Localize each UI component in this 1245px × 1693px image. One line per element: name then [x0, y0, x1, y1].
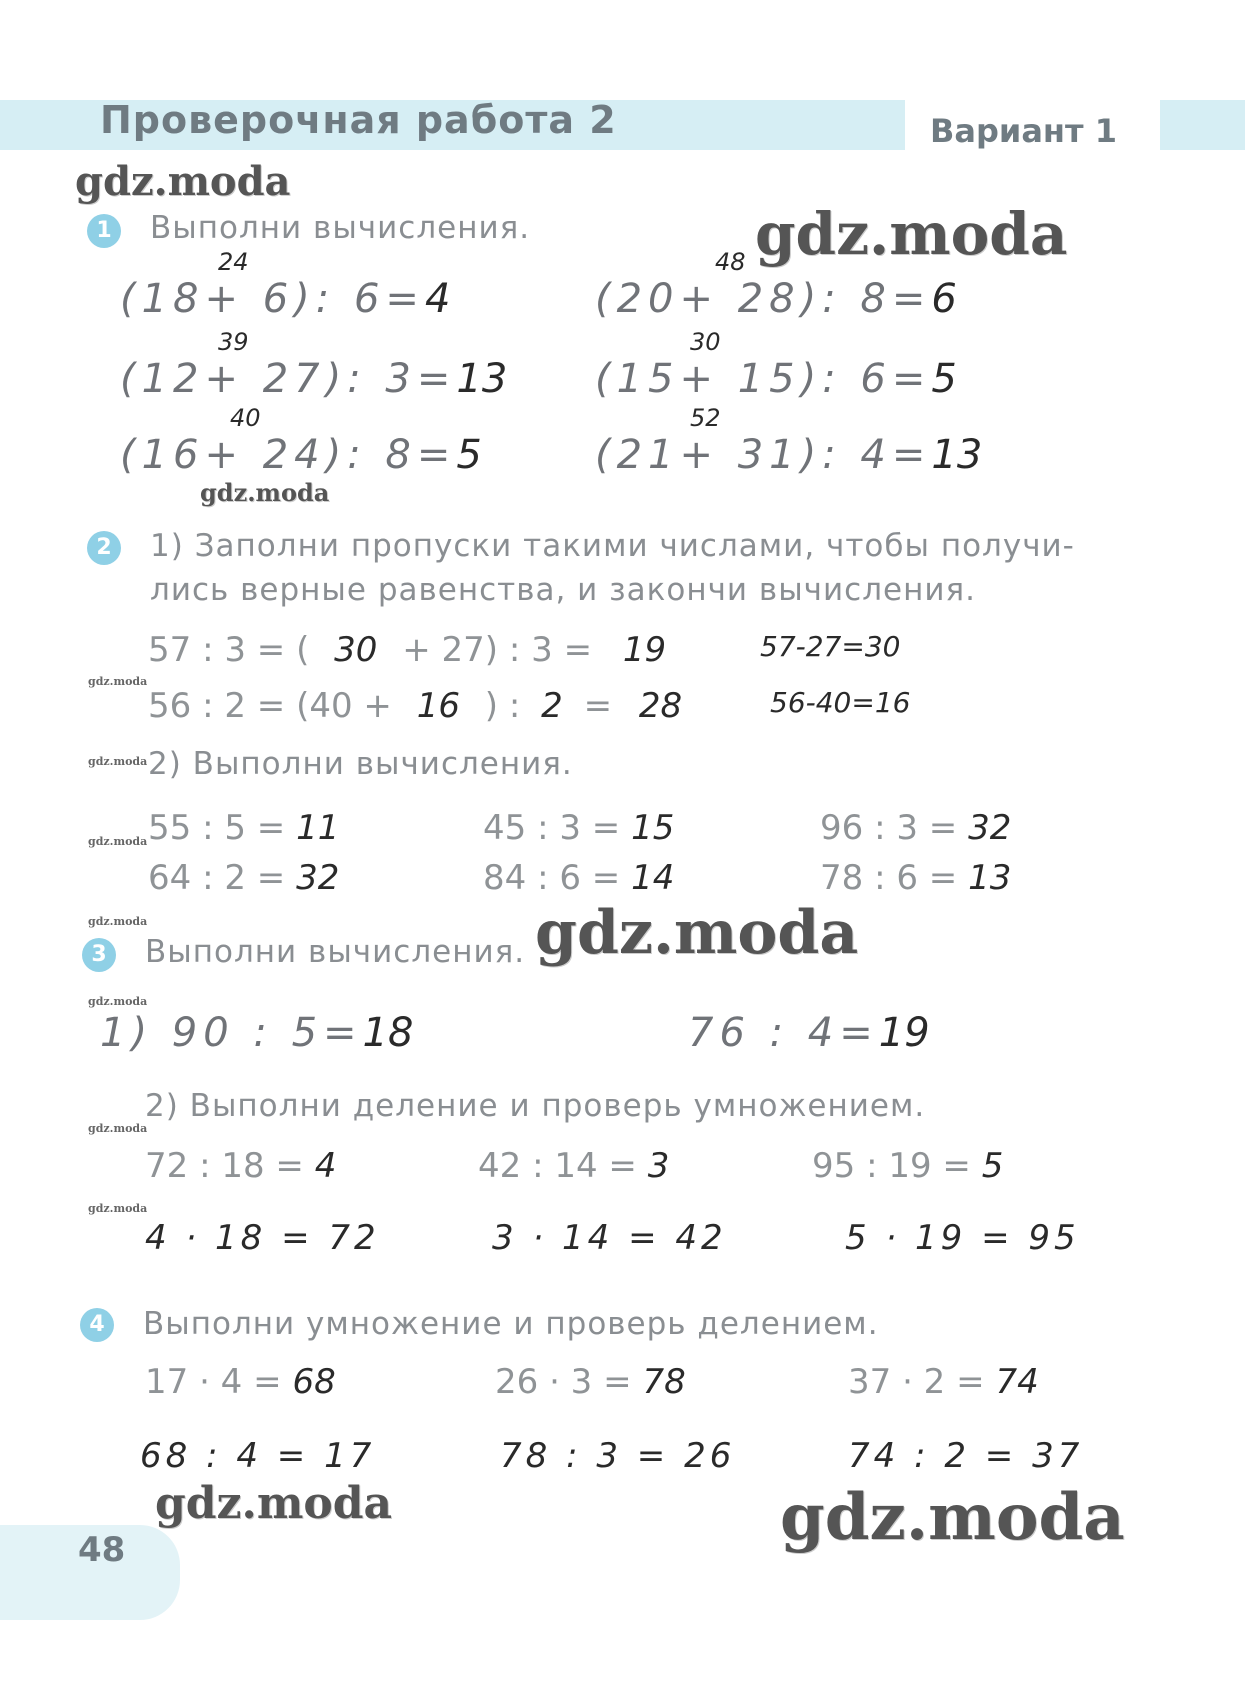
equation-line: [148, 686, 682, 726]
answer: 6: [931, 276, 957, 322]
watermark: gdz.moda: [200, 478, 330, 507]
answer: 19: [878, 1010, 930, 1056]
expression: 37 · 2 =: [848, 1362, 985, 1402]
answer: 14: [631, 858, 675, 898]
expression-row: [120, 432, 482, 478]
watermark-small: gdz.moda: [88, 675, 148, 688]
expression: 78 : 6 =: [820, 858, 958, 898]
expression: (20+ 28): 8=: [595, 276, 932, 322]
answer: 5: [456, 432, 482, 478]
task-number-badge: 1: [87, 214, 121, 248]
check-calculation: 78 : 3 = 26: [500, 1436, 736, 1476]
check-calculation: 5 · 19 = 95: [845, 1218, 1080, 1258]
page-title: Проверочная работа 2: [100, 98, 617, 142]
watermark: gdz.moda: [535, 898, 859, 968]
expression-row: [595, 276, 957, 322]
answer: 13: [968, 858, 1012, 898]
answer: 3: [647, 1146, 670, 1186]
expression: 45 : 3 =: [483, 808, 621, 848]
expression: (12+ 27): 3=: [120, 356, 457, 402]
calc-item: [148, 858, 339, 898]
intermediate-note: 24: [218, 248, 249, 276]
calc-item: [478, 1146, 669, 1186]
equation-text: + 27) : 3 =: [402, 630, 593, 670]
expression: 76 : 4=: [688, 1010, 879, 1056]
task-number-badge: 4: [80, 1308, 114, 1342]
answer: 32: [296, 858, 340, 898]
answer: 32: [968, 808, 1012, 848]
expression-row: [120, 276, 450, 322]
calc-item: [145, 1146, 336, 1186]
intermediate-note: 52: [690, 404, 721, 432]
task3-part2-label: 2) Выполни деление и проверь умножением.: [145, 1088, 926, 1124]
answer: 19: [622, 630, 667, 670]
answer: 15: [631, 808, 675, 848]
answer: 18: [362, 1010, 414, 1056]
check-calculation: 3 · 14 = 42: [492, 1218, 727, 1258]
calc-item: [483, 858, 674, 898]
task1-instruction: Выполни вычисления.: [150, 210, 531, 246]
expression-row: [120, 356, 507, 402]
equation-text: =: [583, 686, 613, 726]
watermark: gdz.moda: [780, 1480, 1125, 1555]
expression: 26 · 3 =: [495, 1362, 632, 1402]
variant-label: Вариант 1: [930, 112, 1117, 150]
watermark: gdz.moda: [155, 1478, 393, 1529]
answer: 68: [292, 1362, 336, 1402]
task2-part2-label: 2) Выполни вычисления.: [148, 746, 573, 782]
calc-item: [483, 808, 674, 848]
expression: 96 : 3 =: [820, 808, 958, 848]
watermark-small: gdz.moda: [88, 835, 148, 848]
equation-line: [148, 630, 666, 670]
watermark-small: gdz.moda: [88, 1122, 148, 1135]
watermark: gdz.moda: [755, 200, 1068, 268]
intermediate-note: 40: [230, 404, 261, 432]
task3-instruction: Выполни вычисления.: [145, 934, 526, 970]
page-number: 48: [78, 1530, 126, 1570]
watermark-small: gdz.moda: [88, 755, 148, 768]
intermediate-note: 48: [715, 248, 746, 276]
filled-blank: 16: [416, 686, 460, 726]
task-number-badge: 3: [82, 938, 116, 972]
expression: (16+ 24): 8=: [120, 432, 457, 478]
answer: 78: [642, 1362, 686, 1402]
watermark-small: gdz.moda: [88, 995, 148, 1008]
expression: 64 : 2 =: [148, 858, 286, 898]
equation-text: 57 : 3 = (: [148, 630, 310, 670]
task4-instruction: Выполни умножение и проверь делением.: [143, 1306, 879, 1342]
expression: (18+ 6): 6=: [120, 276, 425, 322]
check-calculation: 56-40=16: [770, 686, 911, 719]
expression-row: [595, 432, 982, 478]
check-calculation: 68 : 4 = 17: [140, 1436, 376, 1476]
expression: 95 : 19 =: [812, 1146, 971, 1186]
calc-item: [145, 1362, 336, 1402]
expression: 1) 90 : 5=: [100, 1010, 363, 1056]
answer: 11: [296, 808, 340, 848]
answer: 5: [981, 1146, 1004, 1186]
task-number-badge: 2: [87, 531, 121, 565]
watermark-small: gdz.moda: [88, 1202, 148, 1215]
expression: (21+ 31): 4=: [595, 432, 932, 478]
expression: 72 : 18 =: [145, 1146, 304, 1186]
expression-row: [595, 356, 957, 402]
calc-item: [820, 858, 1011, 898]
watermark: gdz.moda: [75, 158, 291, 205]
intermediate-note: 30: [690, 328, 721, 356]
expression: (15+ 15): 6=: [595, 356, 932, 402]
check-calculation: 4 · 18 = 72: [145, 1218, 380, 1258]
calc-item: [495, 1362, 686, 1402]
calc-item: [812, 1146, 1003, 1186]
task2-instruction-line2: лись верные равенства, и закончи вычисления.: [150, 572, 976, 608]
calc-item: [848, 1362, 1039, 1402]
answer: 13: [456, 356, 508, 402]
watermark-small: gdz.moda: [88, 915, 148, 928]
check-calculation: 74 : 2 = 37: [848, 1436, 1084, 1476]
answer: 4: [424, 276, 451, 322]
equation-text: ) :: [484, 686, 521, 726]
answer: 4: [314, 1146, 337, 1186]
intermediate-note: 39: [218, 328, 249, 356]
equation-text: 56 : 2 = (40 +: [148, 686, 392, 726]
answer: 5: [931, 356, 957, 402]
answer: 74: [995, 1362, 1039, 1402]
expression-row: [688, 1010, 930, 1056]
answer: 13: [931, 432, 983, 478]
task2-instruction-line1: 1) Заполни пропуски такими числами, чтобы получи-: [150, 528, 1075, 564]
check-calculation: 57-27=30: [760, 630, 901, 663]
calc-item: [820, 808, 1011, 848]
calc-item: [148, 808, 339, 848]
expression: 84 : 6 =: [483, 858, 621, 898]
filled-blank: 2: [541, 686, 563, 726]
expression: 42 : 14 =: [478, 1146, 637, 1186]
expression: 17 · 4 =: [145, 1362, 282, 1402]
expression: 55 : 5 =: [148, 808, 286, 848]
answer: 28: [638, 686, 683, 726]
filled-blank: 30: [334, 630, 378, 670]
expression-row: [100, 1010, 413, 1056]
